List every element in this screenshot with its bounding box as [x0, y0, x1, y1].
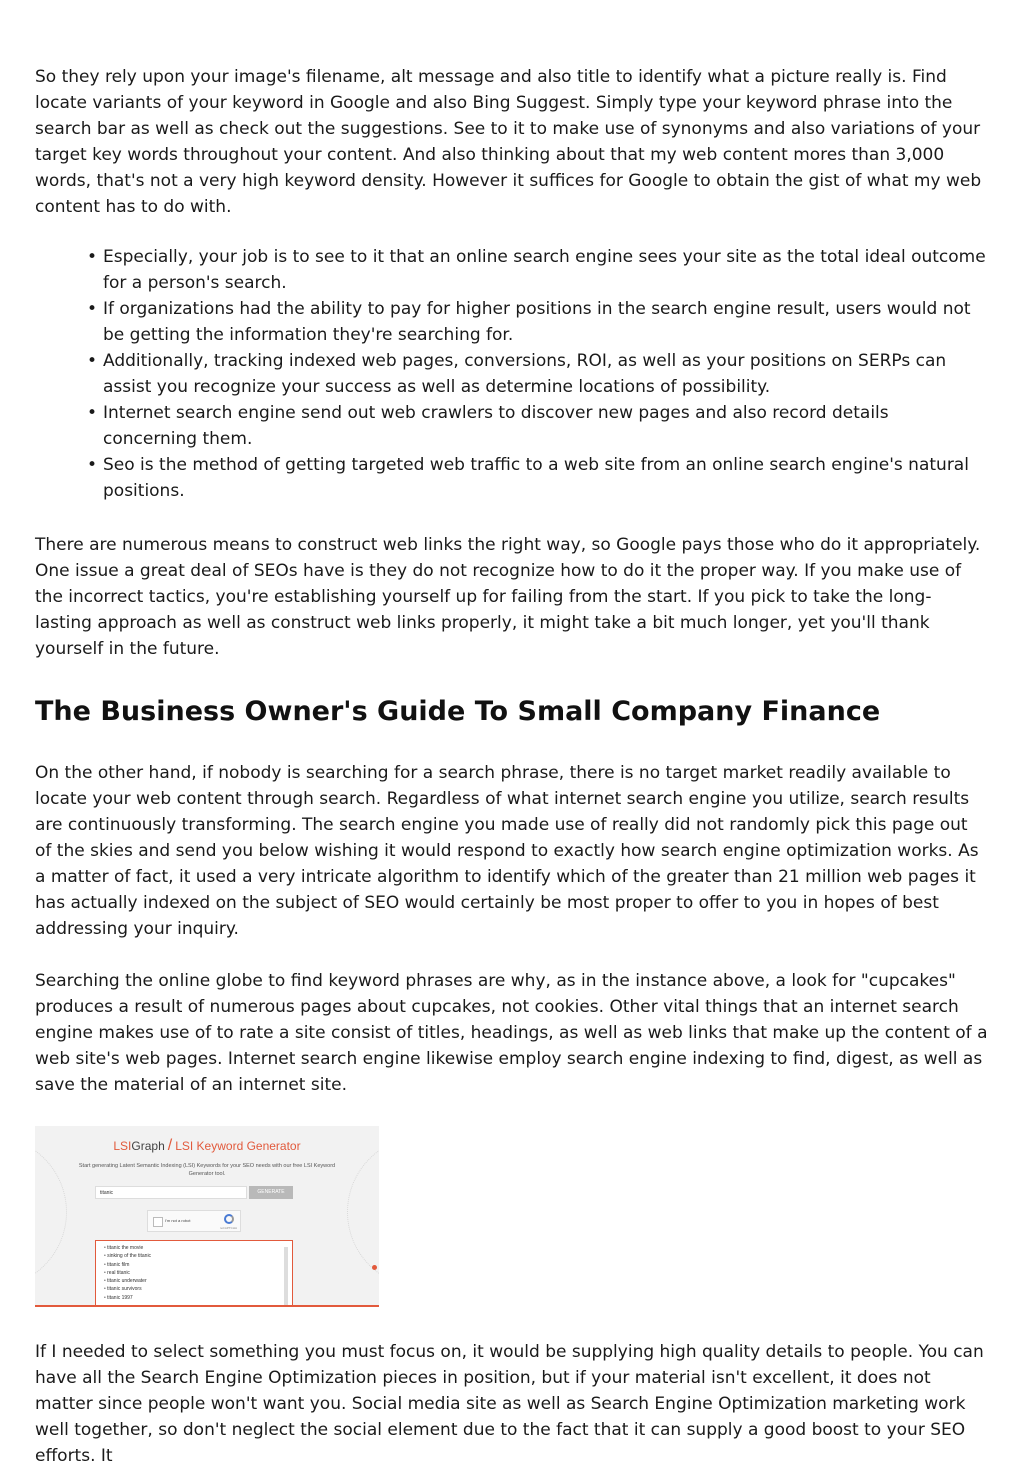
list-item: • Especially, your job is to see to it that an online search engine sees your site as the total ideal outcome for a person's search. [103, 244, 988, 296]
results-scrollbar [284, 1247, 288, 1307]
result-item: • sinking of the titanic [104, 1252, 292, 1260]
logo-generator-text: LSI Keyword Generator [175, 1139, 301, 1153]
list-item: • Seo is the method of getting targeted web traffic to a web site from an online search engine's natural positions. [103, 452, 988, 504]
result-item: • titanic underwater [104, 1277, 292, 1285]
result-item: • titanic film [104, 1261, 292, 1269]
results-box [95, 1240, 293, 1307]
logo-lsi-text: LSI [113, 1139, 132, 1153]
paragraph-1: So they rely upon your image's filename, alt message and also title to identify what a picture really is. Find locate variants of your keyword in Google and also Bing Suggest. Simply type your keyword phrase into the search bar as well as check out the suggestions. See to it to make use of synonyms and also variations of your target key words throughout your content. And also thinking about that my web content mores than 3,000 words, that's not a very high keyword density. However it suffices for Google to obtain the gist of what my web content has to do with. [35, 67, 982, 217]
generate-button: GENERATE [249, 1186, 293, 1199]
paragraph-3: On the other hand, if nobody is searching for a search phrase, there is no target market readily available to locate your web content through search. Regardless of what internet search engine you utilize, search results are continuously transforming. The search engine you made use of really did not randomly pick this page out of the skies and send you below wishing it would respond to exactly how search engine optimization works. As a matter of fact, it used a very intricate algorithm to identify which of the greater than 21 million web pages it has actually indexed on the subject of SEO would certainly be most proper to offer to you in hopes of best addressing your inquiry. [35, 763, 979, 939]
logo-graph-text: Graph [131, 1139, 165, 1153]
recaptcha-brand: reCAPTCHA [219, 1226, 237, 1230]
section-heading: The Business Owner's Guide To Small Company Finance [35, 696, 881, 727]
decorative-arc [35, 1136, 67, 1288]
captcha-checkbox [153, 1217, 163, 1227]
result-item: • titanic survivors [104, 1285, 292, 1293]
lsi-graph-screenshot [35, 1126, 379, 1307]
red-dot-icon [372, 1265, 377, 1270]
list-item: • Additionally, tracking indexed web pages, conversions, ROI, as well as your positions on SERPs can assist you recognize your success as well as determine locations of possibility. [103, 348, 988, 400]
paragraph-5: If I needed to select something you must focus on, it would be supplying high quality details to people. You can have all the Search Engine Optimization pieces in position, but if your material isn't excellent, it does not matter since people won't want you. Social media site as well as Search Engine Optimization marketing work well together, so don't neglect the social element due to the fact that it can supply a good boost to your SEO efforts. It [35, 1342, 984, 1466]
lsi-graph-logo [35, 1138, 379, 1154]
logo-slash: / [167, 1137, 173, 1154]
result-item: • real titanic [104, 1269, 292, 1277]
recaptcha-widget [147, 1210, 241, 1232]
result-item: • titanic the movie [104, 1244, 292, 1252]
paragraph-2: There are numerous means to construct web links the right way, so Google pays those who do it appropriately. One issue a great deal of SEOs have is they do not recognize how to do it the proper way. If you make use of the incorrect tactics, you're establishing yourself up for failing from the start. If you pick to take the long-lasting approach as well as construct web links properly, it might take a bit much longer, yet you'll thank yourself in the future. [35, 535, 981, 659]
captcha-label: I'm not a robot [165, 1218, 191, 1223]
result-item: • titanic 1997 [104, 1294, 292, 1302]
paragraph-4: Searching the online globe to find keyword phrases are why, as in the instance above, a look for "cupcakes" produces a result of numerous pages about cupcakes, not cookies. Other vital things that an internet search engine makes use of to rate a site consist of titles, headings, as well as web links that make up the content of a web site's web pages. Internet search engine likewise employ search engine indexing to find, digest, as well as save the material of an internet site. [35, 971, 988, 1095]
bullet-list [35, 244, 988, 504]
keyword-input: titanic [95, 1186, 247, 1199]
recaptcha-icon [224, 1214, 234, 1224]
list-item: • If organizations had the ability to pay for higher positions in the search engine result, users would not be getting the information they're searching for. [103, 296, 988, 348]
list-item: • Internet search engine send out web crawlers to discover new pages and also record details concerning them. [103, 400, 988, 452]
tool-intro-text: Start generating Latent Semantic Indexing (LSI) Keywords for your SEO needs with our free LSI Keyword Generator tool. [78, 1163, 336, 1177]
